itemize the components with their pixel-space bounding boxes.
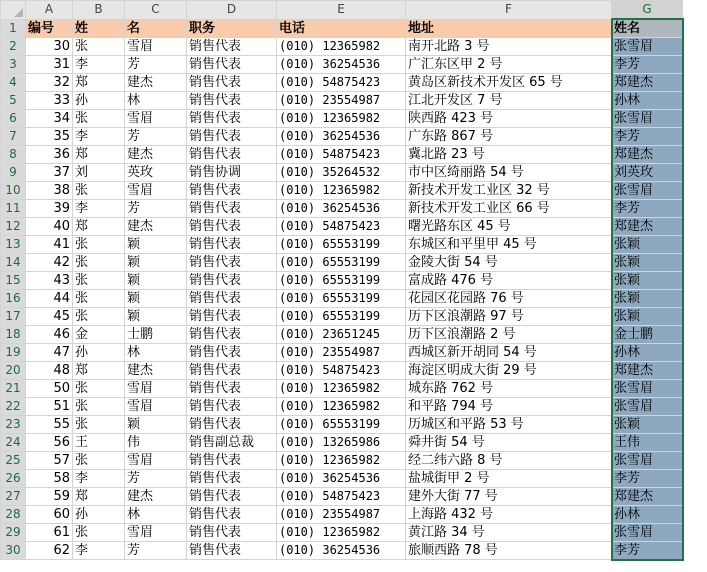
cell-c[interactable]: 雪眉: [125, 398, 187, 416]
cell-d[interactable]: 销售代表: [187, 362, 277, 380]
cell-d[interactable]: 销售代表: [187, 38, 277, 56]
cell-d[interactable]: 销售代表: [187, 470, 277, 488]
cell-g[interactable]: 张颖: [612, 416, 683, 434]
column-header-e[interactable]: E: [277, 1, 406, 20]
cell-c[interactable]: 建杰: [125, 362, 187, 380]
cell-b[interactable]: 张: [73, 290, 125, 308]
cell-b[interactable]: 孙: [73, 344, 125, 362]
cell-d[interactable]: 销售代表: [187, 524, 277, 542]
cell-g[interactable]: 李芳: [612, 542, 683, 560]
cell-a[interactable]: 35: [26, 128, 73, 146]
cell-f[interactable]: 历城区和平路 53 号: [406, 416, 612, 434]
row-header[interactable]: 9: [1, 164, 26, 182]
cell-d[interactable]: 销售代表: [187, 92, 277, 110]
cell-c[interactable]: 建杰: [125, 488, 187, 506]
header-cell-e[interactable]: 电话: [277, 19, 406, 38]
cell-f[interactable]: 曙光路东区 45 号: [406, 218, 612, 236]
table-row: [1, 524, 683, 542]
cell-d[interactable]: 销售代表: [187, 542, 277, 560]
header-cell-g[interactable]: 姓名: [612, 19, 683, 38]
table-row: [1, 380, 683, 398]
cell-c[interactable]: 伟: [125, 434, 187, 452]
row-header[interactable]: 4: [1, 74, 26, 92]
row-header[interactable]: 28: [1, 506, 26, 524]
table-row: [1, 272, 683, 290]
cell-g[interactable]: 金士鹏: [612, 326, 683, 344]
table-row: [1, 254, 683, 272]
cell-e[interactable]: (010) 36254536: [277, 542, 406, 560]
select-all-corner[interactable]: [1, 1, 26, 20]
cell-a[interactable]: 38: [26, 182, 73, 200]
cell-d[interactable]: 销售代表: [187, 110, 277, 128]
cell-e[interactable]: (010) 54875423: [277, 362, 406, 380]
row-header[interactable]: 27: [1, 488, 26, 506]
cell-c[interactable]: 士鹏: [125, 326, 187, 344]
cell-g[interactable]: 张颖: [612, 272, 683, 290]
row-header[interactable]: 29: [1, 524, 26, 542]
cell-a[interactable]: 55: [26, 416, 73, 434]
cell-f[interactable]: 新技术开发工业区 66 号: [406, 200, 612, 218]
row-header[interactable]: 12: [1, 218, 26, 236]
table-row: [1, 434, 683, 452]
table-row: [1, 74, 683, 92]
cell-b[interactable]: 张: [73, 38, 125, 56]
cell-f[interactable]: 历下区浪潮路 2 号: [406, 326, 612, 344]
cell-a[interactable]: 60: [26, 506, 73, 524]
cell-e[interactable]: (010) 23554987: [277, 344, 406, 362]
cell-e[interactable]: (010) 12365982: [277, 398, 406, 416]
row-header[interactable]: 25: [1, 452, 26, 470]
table-row: [1, 416, 683, 434]
cell-b[interactable]: 张: [73, 452, 125, 470]
cell-d[interactable]: 销售副总裁: [187, 434, 277, 452]
column-header-g[interactable]: G: [612, 1, 683, 20]
cell-c[interactable]: 雪眉: [125, 524, 187, 542]
table-row: [1, 452, 683, 470]
cell-b[interactable]: 郑: [73, 74, 125, 92]
cell-a[interactable]: 56: [26, 434, 73, 452]
cell-f[interactable]: 富成路 476 号: [406, 272, 612, 290]
cell-c[interactable]: 建杰: [125, 146, 187, 164]
cell-b[interactable]: 金: [73, 326, 125, 344]
column-header-d[interactable]: D: [187, 1, 277, 20]
cell-b[interactable]: 孙: [73, 92, 125, 110]
cell-g[interactable]: 张雪眉: [612, 380, 683, 398]
cell-a[interactable]: 34: [26, 110, 73, 128]
cell-a[interactable]: 61: [26, 524, 73, 542]
table-row: [1, 542, 683, 560]
cell-e[interactable]: (010) 36254536: [277, 56, 406, 74]
table-row: [1, 308, 683, 326]
header-cell-d[interactable]: 职务: [187, 19, 277, 38]
cell-g[interactable]: 郑建杰: [612, 74, 683, 92]
cell-g[interactable]: 孙林: [612, 344, 683, 362]
cell-d[interactable]: 销售代表: [187, 380, 277, 398]
cell-e[interactable]: (010) 12365982: [277, 524, 406, 542]
cell-c[interactable]: 建杰: [125, 74, 187, 92]
cell-g[interactable]: 郑建杰: [612, 146, 683, 164]
cell-f[interactable]: 历下区浪潮路 97 号: [406, 308, 612, 326]
cell-c[interactable]: 颖: [125, 236, 187, 254]
cell-b[interactable]: 张: [73, 380, 125, 398]
cell-a[interactable]: 37: [26, 164, 73, 182]
cell-g[interactable]: 刘英玫: [612, 164, 683, 182]
row-header[interactable]: 18: [1, 326, 26, 344]
cell-e[interactable]: (010) 23554987: [277, 92, 406, 110]
cell-a[interactable]: 58: [26, 470, 73, 488]
cell-d[interactable]: 销售代表: [187, 326, 277, 344]
table-row: [1, 110, 683, 128]
cell-f[interactable]: 和平路 794 号: [406, 398, 612, 416]
cell-a[interactable]: 41: [26, 236, 73, 254]
cell-a[interactable]: 59: [26, 488, 73, 506]
cell-a[interactable]: 51: [26, 398, 73, 416]
row-header[interactable]: 11: [1, 200, 26, 218]
cell-e[interactable]: (010) 65553199: [277, 236, 406, 254]
cell-c[interactable]: 芳: [125, 470, 187, 488]
row-header[interactable]: 26: [1, 470, 26, 488]
cell-c[interactable]: 芳: [125, 56, 187, 74]
cell-c[interactable]: 颖: [125, 416, 187, 434]
cell-g[interactable]: 王伟: [612, 434, 683, 452]
cell-a[interactable]: 57: [26, 452, 73, 470]
cell-c[interactable]: 英玫: [125, 164, 187, 182]
row-header[interactable]: 16: [1, 290, 26, 308]
cell-d[interactable]: 销售代表: [187, 200, 277, 218]
cell-f[interactable]: 建外大街 77 号: [406, 488, 612, 506]
cell-d[interactable]: 销售代表: [187, 254, 277, 272]
row-header[interactable]: 14: [1, 254, 26, 272]
cell-a[interactable]: 39: [26, 200, 73, 218]
row-header[interactable]: 17: [1, 308, 26, 326]
cell-f[interactable]: 上海路 432 号: [406, 506, 612, 524]
cell-g[interactable]: 张颖: [612, 236, 683, 254]
cell-e[interactable]: (010) 54875423: [277, 488, 406, 506]
cell-e[interactable]: (010) 36254536: [277, 128, 406, 146]
header-row: [1, 19, 683, 38]
cell-a[interactable]: 32: [26, 74, 73, 92]
cell-g[interactable]: 张雪眉: [612, 398, 683, 416]
table-row: [1, 218, 683, 236]
cell-a[interactable]: 33: [26, 92, 73, 110]
cell-d[interactable]: 销售代表: [187, 452, 277, 470]
cell-c[interactable]: 芳: [125, 200, 187, 218]
cell-a[interactable]: 40: [26, 218, 73, 236]
cell-d[interactable]: 销售代表: [187, 182, 277, 200]
cell-g[interactable]: 张雪眉: [612, 38, 683, 56]
table-row: [1, 326, 683, 344]
cell-e[interactable]: (010) 65553199: [277, 290, 406, 308]
cell-b[interactable]: 郑: [73, 218, 125, 236]
row-header[interactable]: 20: [1, 362, 26, 380]
row-header[interactable]: 23: [1, 416, 26, 434]
table-row: [1, 506, 683, 524]
cell-b[interactable]: 张: [73, 272, 125, 290]
cell-d[interactable]: 销售代表: [187, 74, 277, 92]
table-row: [1, 236, 683, 254]
column-header-c[interactable]: C: [125, 1, 187, 20]
cell-c[interactable]: 颖: [125, 254, 187, 272]
row-header[interactable]: 5: [1, 92, 26, 110]
cell-f[interactable]: 广东路 867 号: [406, 128, 612, 146]
cell-f[interactable]: 舜井街 54 号: [406, 434, 612, 452]
cell-g[interactable]: 郑建杰: [612, 362, 683, 380]
cell-c[interactable]: 雪眉: [125, 380, 187, 398]
cell-c[interactable]: 雪眉: [125, 182, 187, 200]
cell-e[interactable]: (010) 23554987: [277, 506, 406, 524]
cell-b[interactable]: 刘: [73, 164, 125, 182]
cell-f[interactable]: 金陵大街 54 号: [406, 254, 612, 272]
cell-a[interactable]: 50: [26, 380, 73, 398]
cell-d[interactable]: 销售代表: [187, 218, 277, 236]
cell-b[interactable]: 张: [73, 398, 125, 416]
cell-b[interactable]: 李: [73, 128, 125, 146]
table-row: [1, 470, 683, 488]
cell-e[interactable]: (010) 65553199: [277, 272, 406, 290]
cell-b[interactable]: 张: [73, 308, 125, 326]
column-header-a[interactable]: A: [26, 1, 73, 20]
cell-e[interactable]: (010) 54875423: [277, 146, 406, 164]
cell-b[interactable]: 郑: [73, 488, 125, 506]
header-cell-a[interactable]: 编号: [26, 19, 73, 38]
row-header[interactable]: 3: [1, 56, 26, 74]
table-row: [1, 164, 683, 182]
cell-c[interactable]: 雪眉: [125, 452, 187, 470]
cell-b[interactable]: 张: [73, 110, 125, 128]
cell-b[interactable]: 张: [73, 254, 125, 272]
cell-c[interactable]: 林: [125, 344, 187, 362]
cell-g[interactable]: 张颖: [612, 254, 683, 272]
cell-g[interactable]: 张颖: [612, 290, 683, 308]
cell-c[interactable]: 建杰: [125, 218, 187, 236]
cell-a[interactable]: 30: [26, 38, 73, 56]
cell-g[interactable]: 张颖: [612, 308, 683, 326]
cell-c[interactable]: 芳: [125, 542, 187, 560]
cell-b[interactable]: 李: [73, 542, 125, 560]
cell-c[interactable]: 雪眉: [125, 110, 187, 128]
cell-e[interactable]: (010) 54875423: [277, 74, 406, 92]
row-header[interactable]: 22: [1, 398, 26, 416]
cell-b[interactable]: 张: [73, 182, 125, 200]
cell-e[interactable]: (010) 23651245: [277, 326, 406, 344]
cell-b[interactable]: 李: [73, 470, 125, 488]
cell-g[interactable]: 张雪眉: [612, 182, 683, 200]
cell-b[interactable]: 孙: [73, 506, 125, 524]
table-row: [1, 344, 683, 362]
row-header[interactable]: 19: [1, 344, 26, 362]
cell-a[interactable]: 43: [26, 272, 73, 290]
header-cell-f[interactable]: 地址: [406, 19, 612, 38]
cell-d[interactable]: 销售代表: [187, 506, 277, 524]
cell-a[interactable]: 36: [26, 146, 73, 164]
cell-f[interactable]: 江北开发区 7 号: [406, 92, 612, 110]
cell-e[interactable]: (010) 65553199: [277, 416, 406, 434]
cell-g[interactable]: 李芳: [612, 200, 683, 218]
row-header[interactable]: 6: [1, 110, 26, 128]
cell-d[interactable]: 销售代表: [187, 488, 277, 506]
cell-f[interactable]: 黄岛区新技术开发区 65 号: [406, 74, 612, 92]
row-header[interactable]: 21: [1, 380, 26, 398]
cell-g[interactable]: 李芳: [612, 128, 683, 146]
cell-e[interactable]: (010) 36254536: [277, 470, 406, 488]
cell-g[interactable]: 张雪眉: [612, 452, 683, 470]
cell-f[interactable]: 冀北路 23 号: [406, 146, 612, 164]
cell-e[interactable]: (010) 65553199: [277, 254, 406, 272]
cell-d[interactable]: 销售代表: [187, 56, 277, 74]
table-row: [1, 38, 683, 56]
cell-f[interactable]: 花园区花园路 76 号: [406, 290, 612, 308]
cell-e[interactable]: (010) 54875423: [277, 218, 406, 236]
row-header[interactable]: 2: [1, 38, 26, 56]
cell-c[interactable]: 林: [125, 506, 187, 524]
row-header[interactable]: 24: [1, 434, 26, 452]
cell-e[interactable]: (010) 12365982: [277, 110, 406, 128]
cell-d[interactable]: 销售代表: [187, 146, 277, 164]
cell-a[interactable]: 44: [26, 290, 73, 308]
cell-f[interactable]: 盐城街甲 2 号: [406, 470, 612, 488]
cell-b[interactable]: 郑: [73, 362, 125, 380]
cell-f[interactable]: 海淀区明成大街 29 号: [406, 362, 612, 380]
cell-f[interactable]: 旅顺西路 78 号: [406, 542, 612, 560]
table-row: [1, 128, 683, 146]
cell-g[interactable]: 张雪眉: [612, 524, 683, 542]
cell-e[interactable]: (010) 12365982: [277, 380, 406, 398]
cell-f[interactable]: 西城区新开胡同 54 号: [406, 344, 612, 362]
cell-g[interactable]: 李芳: [612, 56, 683, 74]
cell-b[interactable]: 张: [73, 524, 125, 542]
column-header-b[interactable]: B: [73, 1, 125, 20]
cell-e[interactable]: (010) 36254536: [277, 200, 406, 218]
table-row: [1, 182, 683, 200]
cell-e[interactable]: (010) 13265986: [277, 434, 406, 452]
cell-c[interactable]: 颖: [125, 308, 187, 326]
cell-f[interactable]: 广汇东区甲 2 号: [406, 56, 612, 74]
row-header[interactable]: 15: [1, 272, 26, 290]
cell-b[interactable]: 王: [73, 434, 125, 452]
cell-f[interactable]: 陕西路 423 号: [406, 110, 612, 128]
cell-f[interactable]: 经二纬六路 8 号: [406, 452, 612, 470]
table-row: [1, 92, 683, 110]
cell-g[interactable]: 孙林: [612, 506, 683, 524]
cell-f[interactable]: 城东路 762 号: [406, 380, 612, 398]
cell-c[interactable]: 颖: [125, 272, 187, 290]
cell-d[interactable]: 销售协调: [187, 164, 277, 182]
cell-c[interactable]: 芳: [125, 128, 187, 146]
cell-g[interactable]: 郑建杰: [612, 488, 683, 506]
table-row: [1, 488, 683, 506]
cell-b[interactable]: 李: [73, 56, 125, 74]
cell-g[interactable]: 孙林: [612, 92, 683, 110]
row-header[interactable]: 13: [1, 236, 26, 254]
table-row: [1, 56, 683, 74]
cell-d[interactable]: 销售代表: [187, 344, 277, 362]
cell-a[interactable]: 45: [26, 308, 73, 326]
cell-d[interactable]: 销售代表: [187, 236, 277, 254]
cell-f[interactable]: 南开北路 3 号: [406, 38, 612, 56]
header-cell-c[interactable]: 名: [125, 19, 187, 38]
column-header-f[interactable]: F: [406, 1, 612, 20]
cell-e[interactable]: (010) 65553199: [277, 308, 406, 326]
table-row: [1, 146, 683, 164]
cell-a[interactable]: 48: [26, 362, 73, 380]
cell-f[interactable]: 东城区和平里甲 45 号: [406, 236, 612, 254]
cell-a[interactable]: 31: [26, 56, 73, 74]
cell-f[interactable]: 新技术开发工业区 32 号: [406, 182, 612, 200]
table-row: [1, 200, 683, 218]
cell-a[interactable]: 62: [26, 542, 73, 560]
cell-d[interactable]: 销售代表: [187, 128, 277, 146]
cell-e[interactable]: (010) 35264532: [277, 164, 406, 182]
header-cell-b[interactable]: 姓: [73, 19, 125, 38]
cell-b[interactable]: 张: [73, 236, 125, 254]
cell-d[interactable]: 销售代表: [187, 272, 277, 290]
row-header[interactable]: 1: [1, 19, 26, 38]
cell-e[interactable]: (010) 12365982: [277, 182, 406, 200]
cell-c[interactable]: 雪眉: [125, 38, 187, 56]
cell-c[interactable]: 林: [125, 92, 187, 110]
cell-a[interactable]: 47: [26, 344, 73, 362]
cell-d[interactable]: 销售代表: [187, 308, 277, 326]
cell-f[interactable]: 黄江路 34 号: [406, 524, 612, 542]
table-row: [1, 398, 683, 416]
cell-a[interactable]: 42: [26, 254, 73, 272]
cell-g[interactable]: 李芳: [612, 470, 683, 488]
table-row: [1, 290, 683, 308]
table-row: [1, 362, 683, 380]
cell-e[interactable]: (010) 12365982: [277, 452, 406, 470]
cell-d[interactable]: 销售代表: [187, 398, 277, 416]
cell-d[interactable]: 销售代表: [187, 290, 277, 308]
cell-b[interactable]: 郑: [73, 146, 125, 164]
cell-c[interactable]: 颖: [125, 290, 187, 308]
cell-b[interactable]: 张: [73, 416, 125, 434]
row-header[interactable]: 10: [1, 182, 26, 200]
cell-e[interactable]: (010) 12365982: [277, 38, 406, 56]
row-header[interactable]: 30: [1, 542, 26, 560]
cell-d[interactable]: 销售代表: [187, 416, 277, 434]
cell-g[interactable]: 张雪眉: [612, 110, 683, 128]
row-header[interactable]: 8: [1, 146, 26, 164]
row-header[interactable]: 7: [1, 128, 26, 146]
cell-a[interactable]: 46: [26, 326, 73, 344]
cell-g[interactable]: 郑建杰: [612, 218, 683, 236]
cell-f[interactable]: 市中区绮丽路 54 号: [406, 164, 612, 182]
cell-b[interactable]: 李: [73, 200, 125, 218]
